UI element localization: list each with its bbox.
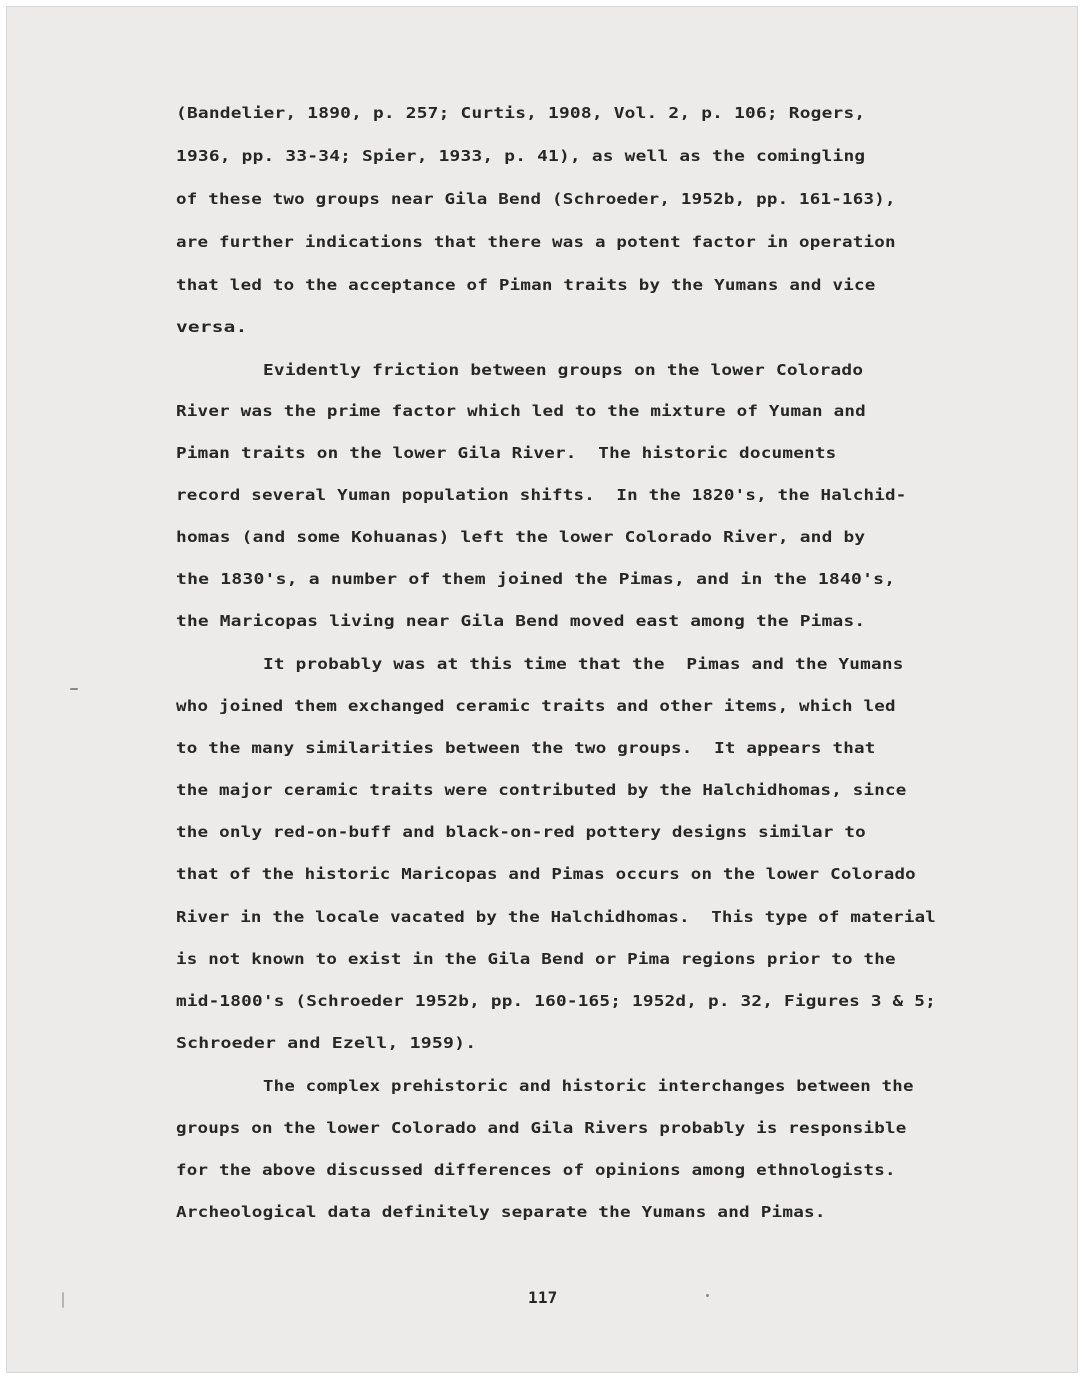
text-line: versa. bbox=[176, 318, 248, 336]
scan-speck bbox=[706, 1294, 709, 1297]
text-line: the only red-on-buff and black-on-red pottery designs similar to bbox=[176, 823, 866, 841]
text-line: River was the prime factor which led to the mixture of Yuman and bbox=[176, 402, 866, 420]
text-line: It probably was at this time that the Pimas and the Yumans bbox=[263, 655, 904, 673]
text-line: River in the locale vacated by the Halchidhomas. This type of material bbox=[176, 908, 937, 926]
text-line: Evidently friction between groups on the lower Colorado bbox=[263, 361, 864, 379]
text-line: that of the historic Maricopas and Pimas occurs on the lower Colorado bbox=[176, 865, 916, 883]
text-line: record several Yuman population shifts. In the 1820's, the Halchid- bbox=[176, 486, 907, 504]
text-line: the 1830's, a number of them joined the Pimas, and in the 1840's, bbox=[176, 570, 896, 588]
text-line: Piman traits on the lower Gila River. The historic documents bbox=[176, 444, 837, 462]
text-line: is not known to exist in the Gila Bend or Pima regions prior to the bbox=[176, 950, 896, 968]
text-line: homas (and some Kohuanas) left the lower Colorado River, and by bbox=[176, 528, 866, 546]
text-line: The complex prehistoric and historic interchanges between the bbox=[263, 1077, 914, 1095]
text-line: 1936, pp. 33-34; Spier, 1933, p. 41), as well as the comingling bbox=[176, 147, 866, 165]
scan-speck bbox=[70, 688, 78, 690]
text-line: Schroeder and Ezell, 1959). bbox=[176, 1034, 477, 1052]
text-line: who joined them exchanged ceramic traits and other items, which led bbox=[176, 697, 896, 715]
text-line: for the above discussed differences of opinions among ethnologists. bbox=[176, 1161, 896, 1179]
scan-speck bbox=[62, 1292, 64, 1308]
text-line: the major ceramic traits were contributed by the Halchidhomas, since bbox=[176, 781, 907, 799]
text-line: that led to the acceptance of Piman traits by the Yumans and vice bbox=[176, 276, 876, 294]
text-line: of these two groups near Gila Bend (Schroeder, 1952b, pp. 161-163), bbox=[176, 190, 896, 208]
text-line: to the many similarities between the two groups. It appears that bbox=[176, 739, 876, 757]
text-line: mid-1800's (Schroeder 1952b, pp. 160-165; 1952d, p. 32, Figures 3 & 5; bbox=[176, 992, 936, 1010]
text-line: groups on the lower Colorado and Gila Rivers probably is responsible bbox=[176, 1119, 907, 1137]
text-line: Archeological data definitely separate the Yumans and Pimas. bbox=[176, 1203, 826, 1221]
text-line: are further indications that there was a potent factor in operation bbox=[176, 233, 896, 251]
page-number: 117 bbox=[528, 1288, 558, 1307]
text-line: (Bandelier, 1890, p. 257; Curtis, 1908, Vol. 2, p. 106; Rogers, bbox=[176, 104, 866, 122]
text-line: the Maricopas living near Gila Bend moved east among the Pimas. bbox=[176, 612, 866, 630]
